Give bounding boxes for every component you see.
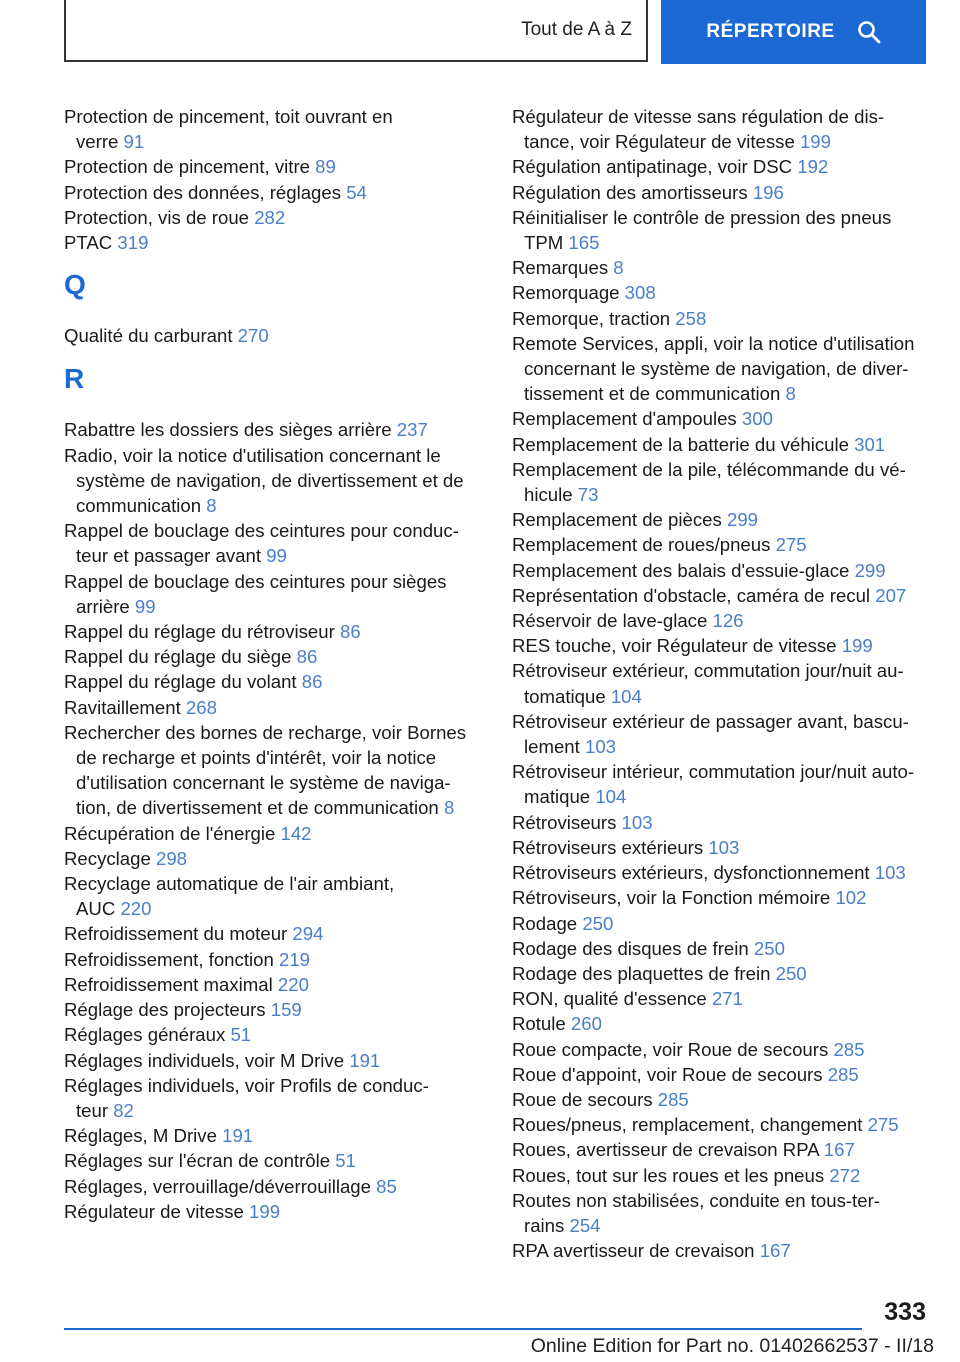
page-link[interactable]: 103 xyxy=(708,836,740,858)
index-entry xyxy=(512,961,952,986)
index-entry xyxy=(64,695,484,720)
page-link[interactable]: 8 xyxy=(785,383,796,405)
index-entry xyxy=(512,810,952,835)
entry-text: Ravitaillement xyxy=(64,696,181,718)
page-link[interactable]: 250 xyxy=(582,912,614,934)
page-link[interactable]: 86 xyxy=(301,671,323,693)
entry-text: AUC xyxy=(76,898,116,920)
page-link[interactable]: 191 xyxy=(349,1049,381,1071)
page-link[interactable]: 285 xyxy=(827,1063,859,1085)
page-link[interactable]: 271 xyxy=(711,988,743,1010)
entry-text: Remote Services, appli, voir la notice d'utilisation xyxy=(512,332,915,354)
index-entry xyxy=(64,997,484,1022)
entry-text: tance, voir Régulateur de vitesse xyxy=(524,131,795,153)
index-entry xyxy=(512,709,952,759)
entry-text: Protection, vis de roue xyxy=(64,206,250,228)
index-entry xyxy=(512,507,952,532)
page-link[interactable]: 250 xyxy=(775,962,807,984)
entry-text: Réglages sur l'écran de contrôle xyxy=(64,1150,331,1172)
page-link[interactable]: 103 xyxy=(874,862,906,884)
index-entry xyxy=(64,1148,484,1173)
entry-text: Rappel de bouclage des ceintures pour sièges xyxy=(64,570,447,592)
page-link[interactable]: 207 xyxy=(875,584,907,606)
entries-right xyxy=(512,104,952,1263)
entry-text: Rappel de bouclage des ceintures pour conduc- xyxy=(64,520,459,542)
page-link[interactable]: 54 xyxy=(346,181,367,203)
entry-text: de recharge et points d'intérêt, voir la notice xyxy=(76,747,437,769)
page-link[interactable]: 275 xyxy=(775,534,807,556)
page-link[interactable]: 285 xyxy=(657,1088,689,1110)
index-entry xyxy=(512,1238,952,1263)
index-entry xyxy=(512,583,952,608)
index-entry xyxy=(64,1123,484,1148)
page-link[interactable]: 103 xyxy=(621,811,653,833)
entry-text: Remplacement des balais d'essuie-glace xyxy=(512,559,850,581)
entry-text: Régulation des amortisseurs xyxy=(512,181,748,203)
index-entry xyxy=(512,532,952,557)
page-link[interactable]: 301 xyxy=(854,433,886,455)
page-link[interactable]: 191 xyxy=(222,1125,254,1147)
index-entry xyxy=(512,558,952,583)
entry-text: Rappel du réglage du volant xyxy=(64,671,297,693)
entry-text: Réinitialiser le contrôle de pression des pneus xyxy=(512,206,892,228)
entry-text: Représentation d'obstacle, caméra de recul xyxy=(512,584,871,606)
index-entry xyxy=(64,104,484,154)
page-link[interactable]: 99 xyxy=(266,545,287,567)
index-entry xyxy=(64,619,484,644)
entry-text: Roues, avertisseur de crevaison RPA xyxy=(512,1139,819,1161)
entry-text: Recyclage xyxy=(64,847,151,869)
index-entry xyxy=(64,569,484,619)
entry-text: Rappel du réglage du rétroviseur xyxy=(64,621,335,643)
index-entry xyxy=(64,443,484,519)
index-entry xyxy=(64,230,484,255)
page-link[interactable]: 165 xyxy=(568,232,600,254)
page-link[interactable]: 282 xyxy=(254,206,286,228)
index-entry xyxy=(64,180,484,205)
page-link[interactable]: 167 xyxy=(823,1139,855,1161)
entry-text: Réglages individuels, voir M Drive xyxy=(64,1049,345,1071)
page-link[interactable]: 199 xyxy=(799,131,831,153)
page-link[interactable]: 294 xyxy=(292,923,324,945)
entry-text: rains xyxy=(524,1214,565,1236)
entry-text: Protection des données, réglages xyxy=(64,181,342,203)
entry-text: Rétroviseurs, voir la Fonction mémoire xyxy=(512,887,831,909)
entry-text: Rodage des plaquettes de frein xyxy=(512,962,771,984)
tab-repertoire-label: RÉPERTOIRE xyxy=(706,21,835,42)
page-link[interactable]: 308 xyxy=(624,282,656,304)
entry-text: PTAC xyxy=(64,232,113,254)
index-entry xyxy=(64,947,484,972)
entry-text: Rétroviseur intérieur, commutation jour/nuit auto- xyxy=(512,761,915,783)
page-link[interactable]: 300 xyxy=(741,408,773,430)
entries-q xyxy=(64,323,484,348)
entry-text: Réglages individuels, voir Profils de conduc- xyxy=(64,1074,429,1096)
index-entry xyxy=(64,821,484,846)
entry-text: Rodage des disques de frein xyxy=(512,937,749,959)
index-column-right xyxy=(512,104,952,1263)
entry-text: RON, qualité d'essence xyxy=(512,988,707,1010)
entry-text: Réglages, verrouillage/déverrouillage xyxy=(64,1175,371,1197)
entry-text: Remplacement de roues/pneus xyxy=(512,534,771,556)
index-column-left xyxy=(64,104,484,1224)
page-link[interactable]: 237 xyxy=(396,419,428,441)
page-link[interactable]: 219 xyxy=(278,948,311,970)
index-entry xyxy=(512,1112,952,1137)
index-entry xyxy=(512,885,952,910)
page-link[interactable]: 167 xyxy=(759,1240,791,1262)
index-entry xyxy=(64,1199,484,1224)
page-link[interactable]: 258 xyxy=(675,307,707,329)
page-link[interactable]: 285 xyxy=(833,1038,865,1060)
page-link[interactable]: 8 xyxy=(443,797,455,819)
entry-text: Réservoir de lave-glace xyxy=(512,610,708,632)
entry-text: TPM xyxy=(524,232,564,254)
entry-text: Rotule xyxy=(512,1013,566,1035)
entry-text: Rétroviseurs xyxy=(512,811,617,833)
index-entry xyxy=(64,972,484,997)
page-number: 333 xyxy=(884,1298,926,1326)
tab-repertoire[interactable] xyxy=(661,0,926,64)
entries-pre xyxy=(64,104,484,255)
entry-text: Rechercher des bornes de recharge, voir Bornes xyxy=(64,721,467,743)
entry-text: Roues, tout sur les roues et les pneus xyxy=(512,1164,825,1186)
index-entry xyxy=(512,104,952,154)
index-entry xyxy=(512,280,952,305)
page-link[interactable]: 299 xyxy=(854,559,886,581)
index-entry xyxy=(512,936,952,961)
index-entry xyxy=(512,608,952,633)
index-entry xyxy=(512,154,952,179)
index-entry xyxy=(512,860,952,885)
index-entry xyxy=(512,432,952,457)
index-entry xyxy=(512,633,952,658)
page-link[interactable]: 299 xyxy=(726,509,759,531)
index-entry xyxy=(512,205,952,255)
entry-text: Rappel du réglage du siège xyxy=(64,646,292,668)
index-entry xyxy=(64,846,484,871)
entry-text: Protection de pincement, vitre xyxy=(64,156,310,178)
index-entry xyxy=(64,669,484,694)
index-entry xyxy=(512,180,952,205)
page-link[interactable]: 268 xyxy=(185,696,217,718)
page-link[interactable]: 275 xyxy=(867,1114,899,1136)
page-link[interactable]: 260 xyxy=(570,1013,602,1035)
index-entry xyxy=(64,871,484,921)
entry-text: concernant le système de navigation, de diver- xyxy=(524,358,909,380)
entry-text: Roues/pneus, remplacement, changement xyxy=(512,1114,863,1136)
entry-text: RPA avertisseur de crevaison xyxy=(512,1240,755,1262)
index-entry xyxy=(64,417,484,442)
index-entry xyxy=(64,1048,484,1073)
entry-text: Récupération de l'énergie xyxy=(64,822,276,844)
index-entry xyxy=(64,1073,484,1123)
page-link[interactable]: 250 xyxy=(753,937,785,959)
page-link[interactable]: 272 xyxy=(829,1164,861,1186)
entry-text: Refroidissement, fonction xyxy=(64,948,274,970)
page-link[interactable]: 51 xyxy=(230,1024,252,1046)
index-entry xyxy=(64,720,484,821)
index-entry xyxy=(512,835,952,860)
page-link[interactable]: 82 xyxy=(113,1099,134,1121)
entry-text: Roue de secours xyxy=(512,1088,653,1110)
page-link[interactable]: 192 xyxy=(797,156,829,178)
entry-text: Rétroviseurs extérieurs, dysfonctionnement xyxy=(512,862,870,884)
index-entry xyxy=(512,1188,952,1238)
index-entry xyxy=(512,406,952,431)
page-header xyxy=(64,0,926,64)
entry-text: Radio, voir la notice d'utilisation concernant le xyxy=(64,444,441,466)
index-entry xyxy=(64,154,484,179)
index-entry xyxy=(512,306,952,331)
page-link[interactable]: 8 xyxy=(613,257,624,279)
page-link[interactable]: 196 xyxy=(752,181,784,203)
index-entry xyxy=(512,457,952,507)
entry-text: Refroidissement du moteur xyxy=(64,923,288,945)
entry-text: Rabattre les dossiers des sièges arrière xyxy=(64,419,392,441)
index-entry xyxy=(64,1022,484,1047)
section-letter-q: Q xyxy=(64,269,86,301)
page-link[interactable]: 103 xyxy=(584,736,617,758)
index-entry xyxy=(512,1163,952,1188)
entry-text: Remorquage xyxy=(512,282,620,304)
entry-text: Roue compacte, voir Roue de secours xyxy=(512,1038,829,1060)
index-entry xyxy=(512,658,952,708)
entry-text: Qualité du carburant xyxy=(64,325,233,347)
page-link[interactable]: 220 xyxy=(120,898,152,920)
entry-text: hicule xyxy=(524,484,573,506)
entry-text: Remorque, traction xyxy=(512,307,671,329)
index-entry xyxy=(64,921,484,946)
page-link[interactable]: 142 xyxy=(280,822,312,844)
entry-text: Rétroviseurs extérieurs xyxy=(512,836,704,858)
tab-az-label: Tout de A à Z xyxy=(521,19,632,40)
entry-text: communication xyxy=(76,495,202,517)
entry-text: lement xyxy=(524,736,580,758)
index-entry xyxy=(512,1011,952,1036)
entry-text: Routes non stabilisées, conduite en tous-ter- xyxy=(512,1189,880,1211)
entry-text: Réglages généraux xyxy=(64,1024,226,1046)
index-entry xyxy=(64,323,484,348)
entry-text: Remplacement de pièces xyxy=(512,509,722,531)
page-link[interactable]: 104 xyxy=(610,685,642,707)
entry-text: Remplacement de la batterie du véhicule xyxy=(512,433,849,455)
entry-text: RES touche, voir Régulateur de vitesse xyxy=(512,635,837,657)
page-link[interactable]: 220 xyxy=(277,973,309,995)
index-entry xyxy=(512,255,952,280)
page-link[interactable]: 298 xyxy=(156,847,188,869)
tab-tout-de-a-a-z[interactable] xyxy=(64,0,648,62)
entry-text: tissement et de communication xyxy=(524,383,781,405)
index-entry xyxy=(512,1137,952,1162)
footer-edition: Online Edition for Part no. 01402662537 - II/18 xyxy=(530,1335,934,1357)
page-link[interactable]: 254 xyxy=(569,1214,601,1236)
entry-text: d'utilisation concernant le système de naviga- xyxy=(76,772,451,794)
entry-text: Rétroviseur extérieur de passager avant, bascu- xyxy=(512,710,909,732)
entry-text: Recyclage automatique de l'air ambiant, xyxy=(64,873,395,895)
entry-text: matique xyxy=(524,786,591,808)
entry-text: Remarques xyxy=(512,257,609,279)
index-entry xyxy=(64,205,484,230)
entry-text: verre xyxy=(76,131,119,153)
entry-text: Remplacement de la pile, télécommande du vé- xyxy=(512,458,906,480)
page-link[interactable]: 89 xyxy=(315,156,336,178)
page-link[interactable]: 51 xyxy=(335,1150,356,1172)
page-link[interactable]: 319 xyxy=(117,232,149,254)
entry-text: teur et passager avant xyxy=(76,545,262,567)
entry-text: Réglage des projecteurs xyxy=(64,999,266,1021)
entry-text: Remplacement d'ampoules xyxy=(512,408,737,430)
entry-text: Rodage xyxy=(512,912,578,934)
index-entry xyxy=(64,644,484,669)
entry-text: tomatique xyxy=(524,685,606,707)
entry-text: Réglages, M Drive xyxy=(64,1125,217,1147)
page-link[interactable]: 86 xyxy=(296,646,318,668)
index-entry xyxy=(512,1087,952,1112)
page-link[interactable]: 73 xyxy=(577,484,599,506)
index-entry xyxy=(512,911,952,936)
entry-text: teur xyxy=(76,1099,109,1121)
entry-text: Régulateur de vitesse xyxy=(64,1200,244,1222)
page-link[interactable]: 199 xyxy=(249,1200,281,1222)
section-letter-r: R xyxy=(64,363,85,395)
index-entry xyxy=(512,1037,952,1062)
index-entry xyxy=(512,986,952,1011)
entry-text: Roue d'appoint, voir Roue de secours xyxy=(512,1063,823,1085)
index-entry xyxy=(64,518,484,568)
page-link[interactable]: 8 xyxy=(206,495,217,517)
entry-text: arrière xyxy=(76,595,130,617)
page-link[interactable]: 99 xyxy=(134,595,156,617)
page-link[interactable]: 91 xyxy=(123,131,145,153)
entry-text: Refroidissement maximal xyxy=(64,973,273,995)
entry-text: Protection de pincement, toit ouvrant en xyxy=(64,106,393,127)
entry-text: Régulation antipatinage, voir DSC xyxy=(512,156,793,178)
page-link[interactable]: 85 xyxy=(376,1175,397,1197)
page-link[interactable]: 199 xyxy=(841,635,873,657)
index-entry xyxy=(512,759,952,809)
index-entry xyxy=(512,1062,952,1087)
footer-divider xyxy=(64,1328,862,1330)
entry-text: tion, de divertissement et de communication xyxy=(76,797,439,819)
entry-text: Rétroviseur extérieur, commutation jour/nuit au- xyxy=(512,660,904,682)
search-icon[interactable] xyxy=(857,20,881,44)
page-link[interactable]: 104 xyxy=(595,786,627,808)
page-link[interactable]: 270 xyxy=(237,325,269,347)
page-link[interactable]: 126 xyxy=(712,610,744,632)
index-entry xyxy=(64,1174,484,1199)
index-entry xyxy=(512,331,952,407)
entries-r xyxy=(64,417,484,1224)
entry-text: Régulateur de vitesse sans régulation de dis- xyxy=(512,106,885,127)
page-link[interactable]: 159 xyxy=(270,999,302,1021)
entry-text: système de navigation, de divertissement et de xyxy=(76,469,464,491)
page-link[interactable]: 102 xyxy=(835,887,867,909)
page-link[interactable]: 86 xyxy=(339,621,361,643)
